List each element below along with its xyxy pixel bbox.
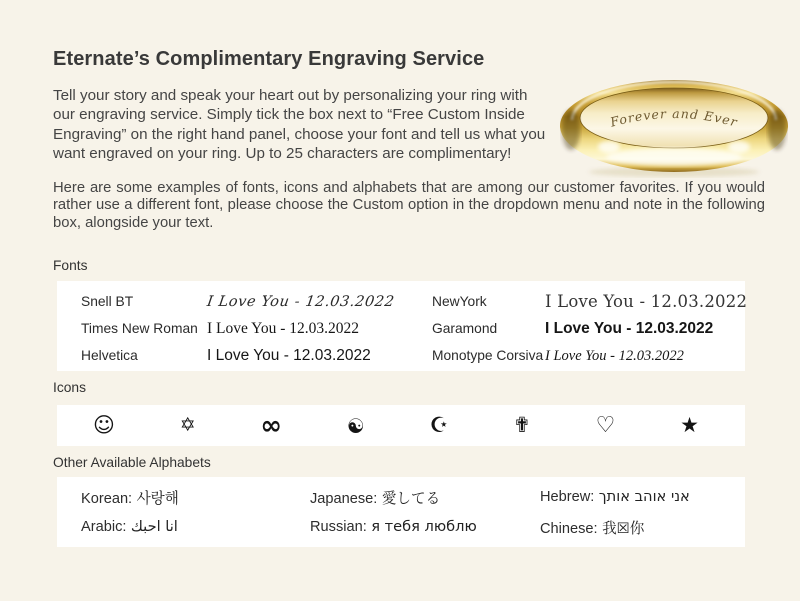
- alphabet-label: Hebrew:: [540, 489, 595, 505]
- alphabet-label: Arabic:: [81, 519, 127, 535]
- font-name-newyork: NewYork: [432, 294, 487, 309]
- font-name-garamond: Garamond: [432, 321, 498, 336]
- font-sample-garamond: I Love You - 12.03.2022: [545, 319, 714, 337]
- alphabets-table: [57, 477, 745, 547]
- icons-section-label: Icons: [53, 380, 86, 395]
- black-star-icon: ★: [680, 413, 699, 437]
- ring-engraving-text: Forever and Ever: [608, 105, 740, 130]
- font-sample-helvetica: I Love You - 12.03.2022: [207, 346, 371, 364]
- icons-row: [57, 405, 745, 446]
- alphabet-value: 사랑해: [136, 489, 179, 507]
- alphabet-label: Chinese:: [540, 520, 598, 537]
- star-and-crescent-icon: ☪: [429, 413, 449, 437]
- yin-yang-icon: ☯: [346, 413, 365, 438]
- intro-paragraph: Tell your story and speak your heart out by personalizing your ring with our engraving service. Simply tick the box next to “Free Custom Inside Engraving” on the right hand panel, choose your font and tell us what you want engraved on your ring. Up to 25 characters are complimentary!: [53, 87, 546, 163]
- fonts-table: [57, 281, 748, 371]
- ring-dark-reflection-right: [768, 110, 786, 150]
- alphabet-item-korean: [81, 487, 310, 508]
- alphabet-item-russian: [310, 518, 540, 536]
- gold-ring-image: [551, 70, 797, 180]
- alphabet-label: Japanese:: [310, 490, 378, 507]
- font-name-monotype-corsiva: Monotype Corsiva: [432, 348, 544, 363]
- examples-note: Here are some examples of fonts, icons and alphabets that are among our customer favorites. If you would rather use a different font, please choose the Custom option in the dropdown menu and note in the following box, alongside your text.: [53, 180, 765, 231]
- ring-specular-left: [598, 141, 620, 153]
- gold-ring-svg: [551, 70, 797, 180]
- fonts-section-label: Fonts: [53, 258, 88, 273]
- alphabet-value: я тебя люблю: [371, 518, 477, 535]
- ring-dark-reflection-left: [562, 110, 580, 150]
- alphabet-item-hebrew: [540, 488, 745, 506]
- smiley-icon: ☺: [93, 413, 115, 437]
- alphabet-label: Russian:: [310, 519, 367, 535]
- ring-bottom-specular: [606, 148, 742, 166]
- ring-specular-right: [728, 141, 750, 153]
- alphabet-value: 愛してる: [381, 489, 441, 507]
- alphabets-section-label: Other Available Alphabets: [53, 455, 211, 470]
- font-name-snell-bt: Snell BT: [81, 294, 134, 309]
- font-name-times-new-roman: Times New Roman: [81, 321, 198, 336]
- heart-outline-icon: ♡: [595, 412, 616, 438]
- star-of-david-icon: ✡: [179, 414, 196, 436]
- alphabet-label: Korean:: [81, 490, 133, 507]
- page-title: Eternate’s Complimentary Engraving Service: [53, 48, 485, 70]
- alphabet-value: 我☒你: [602, 519, 645, 537]
- infinity-icon: ∞: [260, 410, 283, 441]
- alphabet-item-chinese: [540, 517, 745, 538]
- font-sample-monotype-corsiva: I Love You - 12.03.2022: [545, 347, 684, 364]
- font-sample-newyork: I Love You - 12.03.2022: [545, 291, 748, 311]
- outlined-cross-icon: ✟: [513, 413, 531, 437]
- alphabet-value: انا احبك: [130, 518, 178, 535]
- alphabet-item-arabic: [81, 518, 310, 536]
- font-sample-times-new-roman: I Love You - 12.03.2022: [207, 319, 359, 337]
- alphabet-value: אני אוהב אותך: [598, 488, 690, 505]
- alphabet-item-japanese: [310, 487, 540, 508]
- font-sample-snell-bt: I Love You - 12.03.2022: [205, 293, 396, 310]
- font-name-helvetica: Helvetica: [81, 348, 138, 363]
